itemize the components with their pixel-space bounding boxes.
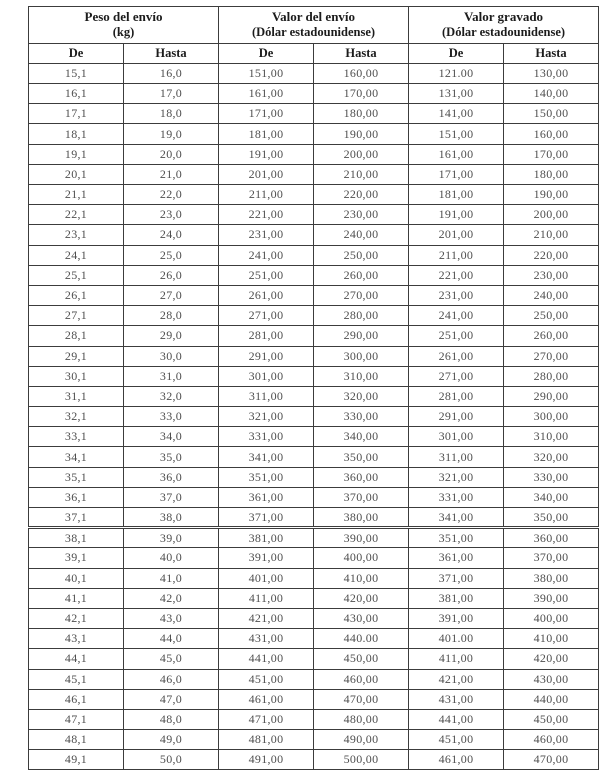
cell-gravado-hasta: 410,00 (504, 629, 599, 649)
cell-valor-hasta: 270,00 (314, 285, 409, 305)
table-body (29, 63, 599, 770)
cell-valor-hasta: 410,00 (314, 568, 409, 588)
cell-gravado-de: 161,00 (409, 144, 504, 164)
cell-gravado-de: 431,00 (409, 689, 504, 709)
cell-gravado-de: 411,00 (409, 649, 504, 669)
table-row (29, 487, 599, 507)
cell-gravado-hasta: 230,00 (504, 265, 599, 285)
cell-peso-hasta: 46,0 (124, 669, 219, 689)
cell-valor-hasta: 240,00 (314, 225, 409, 245)
column-group-peso-title: Peso del envío (84, 9, 163, 24)
cell-peso-de: 48,1 (29, 730, 124, 750)
cell-valor-hasta: 290,00 (314, 326, 409, 346)
cell-valor-hasta: 330,00 (314, 407, 409, 427)
cell-gravado-hasta: 440,00 (504, 689, 599, 709)
cell-valor-hasta: 380,00 (314, 508, 409, 528)
cell-gravado-hasta: 260,00 (504, 326, 599, 346)
cell-peso-de: 44,1 (29, 649, 124, 669)
cell-valor-de: 401,00 (219, 568, 314, 588)
cell-valor-hasta: 340,00 (314, 427, 409, 447)
cell-valor-de: 181,00 (219, 124, 314, 144)
cell-gravado-de: 261,00 (409, 346, 504, 366)
cell-peso-hasta: 45,0 (124, 649, 219, 669)
cell-valor-de: 171,00 (219, 104, 314, 124)
cell-gravado-hasta: 320,00 (504, 447, 599, 467)
cell-valor-hasta: 280,00 (314, 306, 409, 326)
cell-peso-de: 28,1 (29, 326, 124, 346)
cell-gravado-hasta: 200,00 (504, 205, 599, 225)
table-row (29, 84, 599, 104)
cell-valor-hasta: 420,00 (314, 588, 409, 608)
subheader-gravado-de: De (409, 43, 504, 63)
cell-valor-de: 261,00 (219, 285, 314, 305)
cell-peso-de: 23,1 (29, 225, 124, 245)
cell-peso-de: 42,1 (29, 608, 124, 628)
cell-valor-hasta: 400,00 (314, 548, 409, 568)
table-row (29, 689, 599, 709)
cell-peso-hasta: 43,0 (124, 608, 219, 628)
cell-gravado-hasta: 210,00 (504, 225, 599, 245)
column-group-valor-gravado (409, 7, 599, 44)
cell-valor-hasta: 300,00 (314, 346, 409, 366)
cell-gravado-hasta: 140,00 (504, 84, 599, 104)
table-row (29, 447, 599, 467)
cell-peso-hasta: 48,0 (124, 709, 219, 729)
cell-peso-hasta: 16,0 (124, 63, 219, 83)
cell-gravado-de: 361,00 (409, 548, 504, 568)
cell-gravado-hasta: 390,00 (504, 588, 599, 608)
cell-gravado-hasta: 190,00 (504, 185, 599, 205)
cell-valor-hasta: 230,00 (314, 205, 409, 225)
cell-gravado-de: 461,00 (409, 750, 504, 770)
cell-peso-de: 15,1 (29, 63, 124, 83)
cell-peso-de: 31,1 (29, 386, 124, 406)
cell-gravado-de: 171,00 (409, 164, 504, 184)
cell-valor-hasta: 200,00 (314, 144, 409, 164)
cell-peso-de: 34,1 (29, 447, 124, 467)
cell-peso-hasta: 18,0 (124, 104, 219, 124)
cell-gravado-de: 281,00 (409, 386, 504, 406)
sub-header-row (29, 43, 599, 63)
cell-gravado-de: 331,00 (409, 487, 504, 507)
subheader-valor-de: De (219, 43, 314, 63)
cell-valor-de: 411,00 (219, 588, 314, 608)
table-row (29, 306, 599, 326)
cell-valor-hasta: 480,00 (314, 709, 409, 729)
cell-peso-de: 35,1 (29, 467, 124, 487)
cell-peso-hasta: 40,0 (124, 548, 219, 568)
cell-valor-hasta: 170,00 (314, 84, 409, 104)
column-group-peso-unit: (kg) (112, 25, 135, 40)
cell-peso-hasta: 32,0 (124, 386, 219, 406)
cell-valor-hasta: 360,00 (314, 467, 409, 487)
cell-valor-de: 491,00 (219, 750, 314, 770)
cell-valor-hasta: 220,00 (314, 185, 409, 205)
cell-valor-de: 301,00 (219, 366, 314, 386)
cell-gravado-hasta: 220,00 (504, 245, 599, 265)
table-row (29, 608, 599, 628)
column-group-valor-envio (219, 7, 409, 44)
cell-gravado-hasta: 180,00 (504, 164, 599, 184)
table-row (29, 144, 599, 164)
cell-peso-hasta: 47,0 (124, 689, 219, 709)
cell-valor-de: 331,00 (219, 427, 314, 447)
cell-gravado-hasta: 280,00 (504, 366, 599, 386)
cell-gravado-de: 251,00 (409, 326, 504, 346)
cell-valor-de: 431,00 (219, 629, 314, 649)
cell-peso-hasta: 24,0 (124, 225, 219, 245)
cell-gravado-de: 231,00 (409, 285, 504, 305)
cell-valor-de: 221,00 (219, 205, 314, 225)
cell-valor-de: 481,00 (219, 730, 314, 750)
cell-gravado-hasta: 460,00 (504, 730, 599, 750)
cell-peso-de: 40,1 (29, 568, 124, 588)
table-row (29, 407, 599, 427)
cell-gravado-hasta: 430,00 (504, 669, 599, 689)
cell-valor-de: 211,00 (219, 185, 314, 205)
cell-valor-de: 451,00 (219, 669, 314, 689)
cell-gravado-hasta: 380,00 (504, 568, 599, 588)
cell-gravado-hasta: 360,00 (504, 528, 599, 548)
cell-peso-de: 33,1 (29, 427, 124, 447)
cell-peso-de: 47,1 (29, 709, 124, 729)
cell-valor-de: 151,00 (219, 63, 314, 83)
cell-peso-de: 41,1 (29, 588, 124, 608)
cell-peso-de: 36,1 (29, 487, 124, 507)
cell-gravado-de: 391,00 (409, 608, 504, 628)
column-group-valor-gravado-unit: (Dólar estadounidense) (442, 25, 566, 40)
cell-gravado-hasta: 290,00 (504, 386, 599, 406)
cell-gravado-de: 341,00 (409, 508, 504, 528)
cell-valor-de: 201,00 (219, 164, 314, 184)
cell-valor-de: 381,00 (219, 528, 314, 548)
cell-peso-de: 45,1 (29, 669, 124, 689)
cell-peso-hasta: 37,0 (124, 487, 219, 507)
cell-valor-de: 311,00 (219, 386, 314, 406)
cell-gravado-hasta: 350,00 (504, 508, 599, 528)
cell-gravado-de: 241,00 (409, 306, 504, 326)
subheader-peso-hasta: Hasta (124, 43, 219, 63)
cell-valor-de: 321,00 (219, 407, 314, 427)
cell-valor-hasta: 260,00 (314, 265, 409, 285)
cell-peso-hasta: 36,0 (124, 467, 219, 487)
cell-valor-de: 271,00 (219, 306, 314, 326)
cell-peso-hasta: 28,0 (124, 306, 219, 326)
cell-valor-hasta: 440.00 (314, 629, 409, 649)
cell-gravado-de: 121.00 (409, 63, 504, 83)
table-row (29, 245, 599, 265)
cell-valor-de: 291,00 (219, 346, 314, 366)
cell-gravado-hasta: 330,00 (504, 467, 599, 487)
column-group-valor-envio-unit: (Dólar estadounidense) (251, 25, 376, 40)
cell-peso-hasta: 21,0 (124, 164, 219, 184)
cell-peso-de: 26,1 (29, 285, 124, 305)
cell-peso-de: 49,1 (29, 750, 124, 770)
cell-valor-hasta: 490,00 (314, 730, 409, 750)
table-row (29, 285, 599, 305)
cell-valor-de: 241,00 (219, 245, 314, 265)
table-row (29, 508, 599, 528)
cell-valor-hasta: 500,00 (314, 750, 409, 770)
cell-gravado-de: 191,00 (409, 205, 504, 225)
table-row (29, 629, 599, 649)
cell-gravado-hasta: 340,00 (504, 487, 599, 507)
cell-peso-de: 18,1 (29, 124, 124, 144)
table-row (29, 366, 599, 386)
cell-valor-hasta: 210,00 (314, 164, 409, 184)
cell-peso-hasta: 44,0 (124, 629, 219, 649)
column-group-valor-gravado-title: Valor gravado (463, 9, 544, 24)
cell-valor-hasta: 460,00 (314, 669, 409, 689)
cell-gravado-hasta: 160,00 (504, 124, 599, 144)
cell-gravado-de: 131,00 (409, 84, 504, 104)
cell-valor-de: 391,00 (219, 548, 314, 568)
cell-peso-hasta: 22,0 (124, 185, 219, 205)
cell-peso-hasta: 23,0 (124, 205, 219, 225)
cell-peso-hasta: 49,0 (124, 730, 219, 750)
cell-valor-de: 371,00 (219, 508, 314, 528)
cell-gravado-de: 321,00 (409, 467, 504, 487)
cell-valor-de: 351,00 (219, 467, 314, 487)
cell-peso-hasta: 20,0 (124, 144, 219, 164)
cell-gravado-de: 151,00 (409, 124, 504, 144)
group-header-row (29, 7, 599, 44)
table-header (29, 7, 599, 64)
cell-peso-hasta: 38,0 (124, 508, 219, 528)
cell-gravado-hasta: 420,00 (504, 649, 599, 669)
table-row (29, 649, 599, 669)
cell-gravado-hasta: 150,00 (504, 104, 599, 124)
table-row (29, 386, 599, 406)
cell-peso-hasta: 17,0 (124, 84, 219, 104)
cell-gravado-hasta: 250,00 (504, 306, 599, 326)
cell-peso-hasta: 33,0 (124, 407, 219, 427)
cell-gravado-de: 311,00 (409, 447, 504, 467)
table-row (29, 104, 599, 124)
cell-valor-de: 251,00 (219, 265, 314, 285)
cell-valor-hasta: 450,00 (314, 649, 409, 669)
cell-peso-hasta: 31,0 (124, 366, 219, 386)
cell-peso-hasta: 27,0 (124, 285, 219, 305)
cell-gravado-hasta: 300,00 (504, 407, 599, 427)
cell-peso-de: 27,1 (29, 306, 124, 326)
table-row (29, 265, 599, 285)
cell-peso-hasta: 25,0 (124, 245, 219, 265)
table-row (29, 709, 599, 729)
table-row (29, 427, 599, 447)
cell-gravado-de: 441,00 (409, 709, 504, 729)
cell-peso-de: 29,1 (29, 346, 124, 366)
cell-gravado-hasta: 170,00 (504, 144, 599, 164)
cell-peso-de: 30,1 (29, 366, 124, 386)
cell-peso-de: 38,1 (29, 528, 124, 548)
table-row (29, 588, 599, 608)
cell-peso-de: 43,1 (29, 629, 124, 649)
cell-gravado-de: 211,00 (409, 245, 504, 265)
cell-valor-de: 281,00 (219, 326, 314, 346)
table-row (29, 124, 599, 144)
cell-peso-hasta: 34,0 (124, 427, 219, 447)
table-row (29, 346, 599, 366)
cell-gravado-hasta: 270,00 (504, 346, 599, 366)
cell-gravado-de: 291,00 (409, 407, 504, 427)
cell-valor-hasta: 160,00 (314, 63, 409, 83)
cell-gravado-de: 421,00 (409, 669, 504, 689)
cell-valor-de: 471,00 (219, 709, 314, 729)
cell-valor-de: 341,00 (219, 447, 314, 467)
cell-peso-de: 46,1 (29, 689, 124, 709)
table-row (29, 730, 599, 750)
cell-peso-hasta: 30,0 (124, 346, 219, 366)
cell-valor-hasta: 320,00 (314, 386, 409, 406)
cell-peso-de: 37,1 (29, 508, 124, 528)
cell-valor-hasta: 350,00 (314, 447, 409, 467)
cell-gravado-hasta: 470,00 (504, 750, 599, 770)
table-row (29, 225, 599, 245)
cell-gravado-de: 351,00 (409, 528, 504, 548)
cell-gravado-de: 401.00 (409, 629, 504, 649)
cell-peso-hasta: 19,0 (124, 124, 219, 144)
table-row (29, 750, 599, 770)
cell-valor-hasta: 370,00 (314, 487, 409, 507)
cell-gravado-de: 141,00 (409, 104, 504, 124)
cell-peso-de: 20,1 (29, 164, 124, 184)
cell-valor-de: 161,00 (219, 84, 314, 104)
table-row (29, 568, 599, 588)
cell-gravado-de: 381,00 (409, 588, 504, 608)
table-row (29, 669, 599, 689)
subheader-valor-hasta: Hasta (314, 43, 409, 63)
cell-peso-de: 25,1 (29, 265, 124, 285)
cell-gravado-de: 181,00 (409, 185, 504, 205)
cell-peso-de: 22,1 (29, 205, 124, 225)
cell-valor-de: 231,00 (219, 225, 314, 245)
cell-peso-hasta: 26,0 (124, 265, 219, 285)
cell-peso-hasta: 42,0 (124, 588, 219, 608)
cell-peso-de: 32,1 (29, 407, 124, 427)
cell-gravado-hasta: 130,00 (504, 63, 599, 83)
cell-peso-hasta: 39,0 (124, 528, 219, 548)
cell-peso-de: 19,1 (29, 144, 124, 164)
table-row (29, 548, 599, 568)
table-row (29, 185, 599, 205)
cell-valor-hasta: 180,00 (314, 104, 409, 124)
cell-peso-hasta: 50,0 (124, 750, 219, 770)
cell-gravado-de: 371,00 (409, 568, 504, 588)
cell-gravado-de: 221,00 (409, 265, 504, 285)
cell-valor-de: 421,00 (219, 608, 314, 628)
cell-gravado-hasta: 450,00 (504, 709, 599, 729)
cell-peso-hasta: 35,0 (124, 447, 219, 467)
subheader-peso-de: De (29, 43, 124, 63)
table-row (29, 467, 599, 487)
cell-gravado-hasta: 240,00 (504, 285, 599, 305)
cell-gravado-de: 301,00 (409, 427, 504, 447)
cell-valor-de: 461,00 (219, 689, 314, 709)
cell-valor-hasta: 390,00 (314, 528, 409, 548)
table-row (29, 528, 599, 548)
cell-peso-de: 39,1 (29, 548, 124, 568)
cell-gravado-de: 451,00 (409, 730, 504, 750)
cell-valor-hasta: 470,00 (314, 689, 409, 709)
table-row (29, 63, 599, 83)
cell-peso-de: 16,1 (29, 84, 124, 104)
cell-gravado-de: 271,00 (409, 366, 504, 386)
column-group-valor-envio-title: Valor del envío (271, 9, 356, 24)
cell-peso-de: 17,1 (29, 104, 124, 124)
cell-valor-hasta: 430,00 (314, 608, 409, 628)
cell-gravado-de: 201,00 (409, 225, 504, 245)
cell-peso-hasta: 29,0 (124, 326, 219, 346)
cell-valor-hasta: 190,00 (314, 124, 409, 144)
column-group-peso (29, 7, 219, 44)
table-row (29, 326, 599, 346)
cell-gravado-hasta: 370,00 (504, 548, 599, 568)
cell-peso-de: 21,1 (29, 185, 124, 205)
table-row (29, 164, 599, 184)
cell-gravado-hasta: 400,00 (504, 608, 599, 628)
table-row (29, 205, 599, 225)
shipping-rate-table (28, 6, 599, 770)
subheader-gravado-hasta: Hasta (504, 43, 599, 63)
cell-valor-de: 441,00 (219, 649, 314, 669)
cell-peso-hasta: 41,0 (124, 568, 219, 588)
cell-peso-de: 24,1 (29, 245, 124, 265)
cell-valor-de: 361,00 (219, 487, 314, 507)
cell-valor-hasta: 310,00 (314, 366, 409, 386)
cell-gravado-hasta: 310,00 (504, 427, 599, 447)
cell-valor-de: 191,00 (219, 144, 314, 164)
cell-valor-hasta: 250,00 (314, 245, 409, 265)
